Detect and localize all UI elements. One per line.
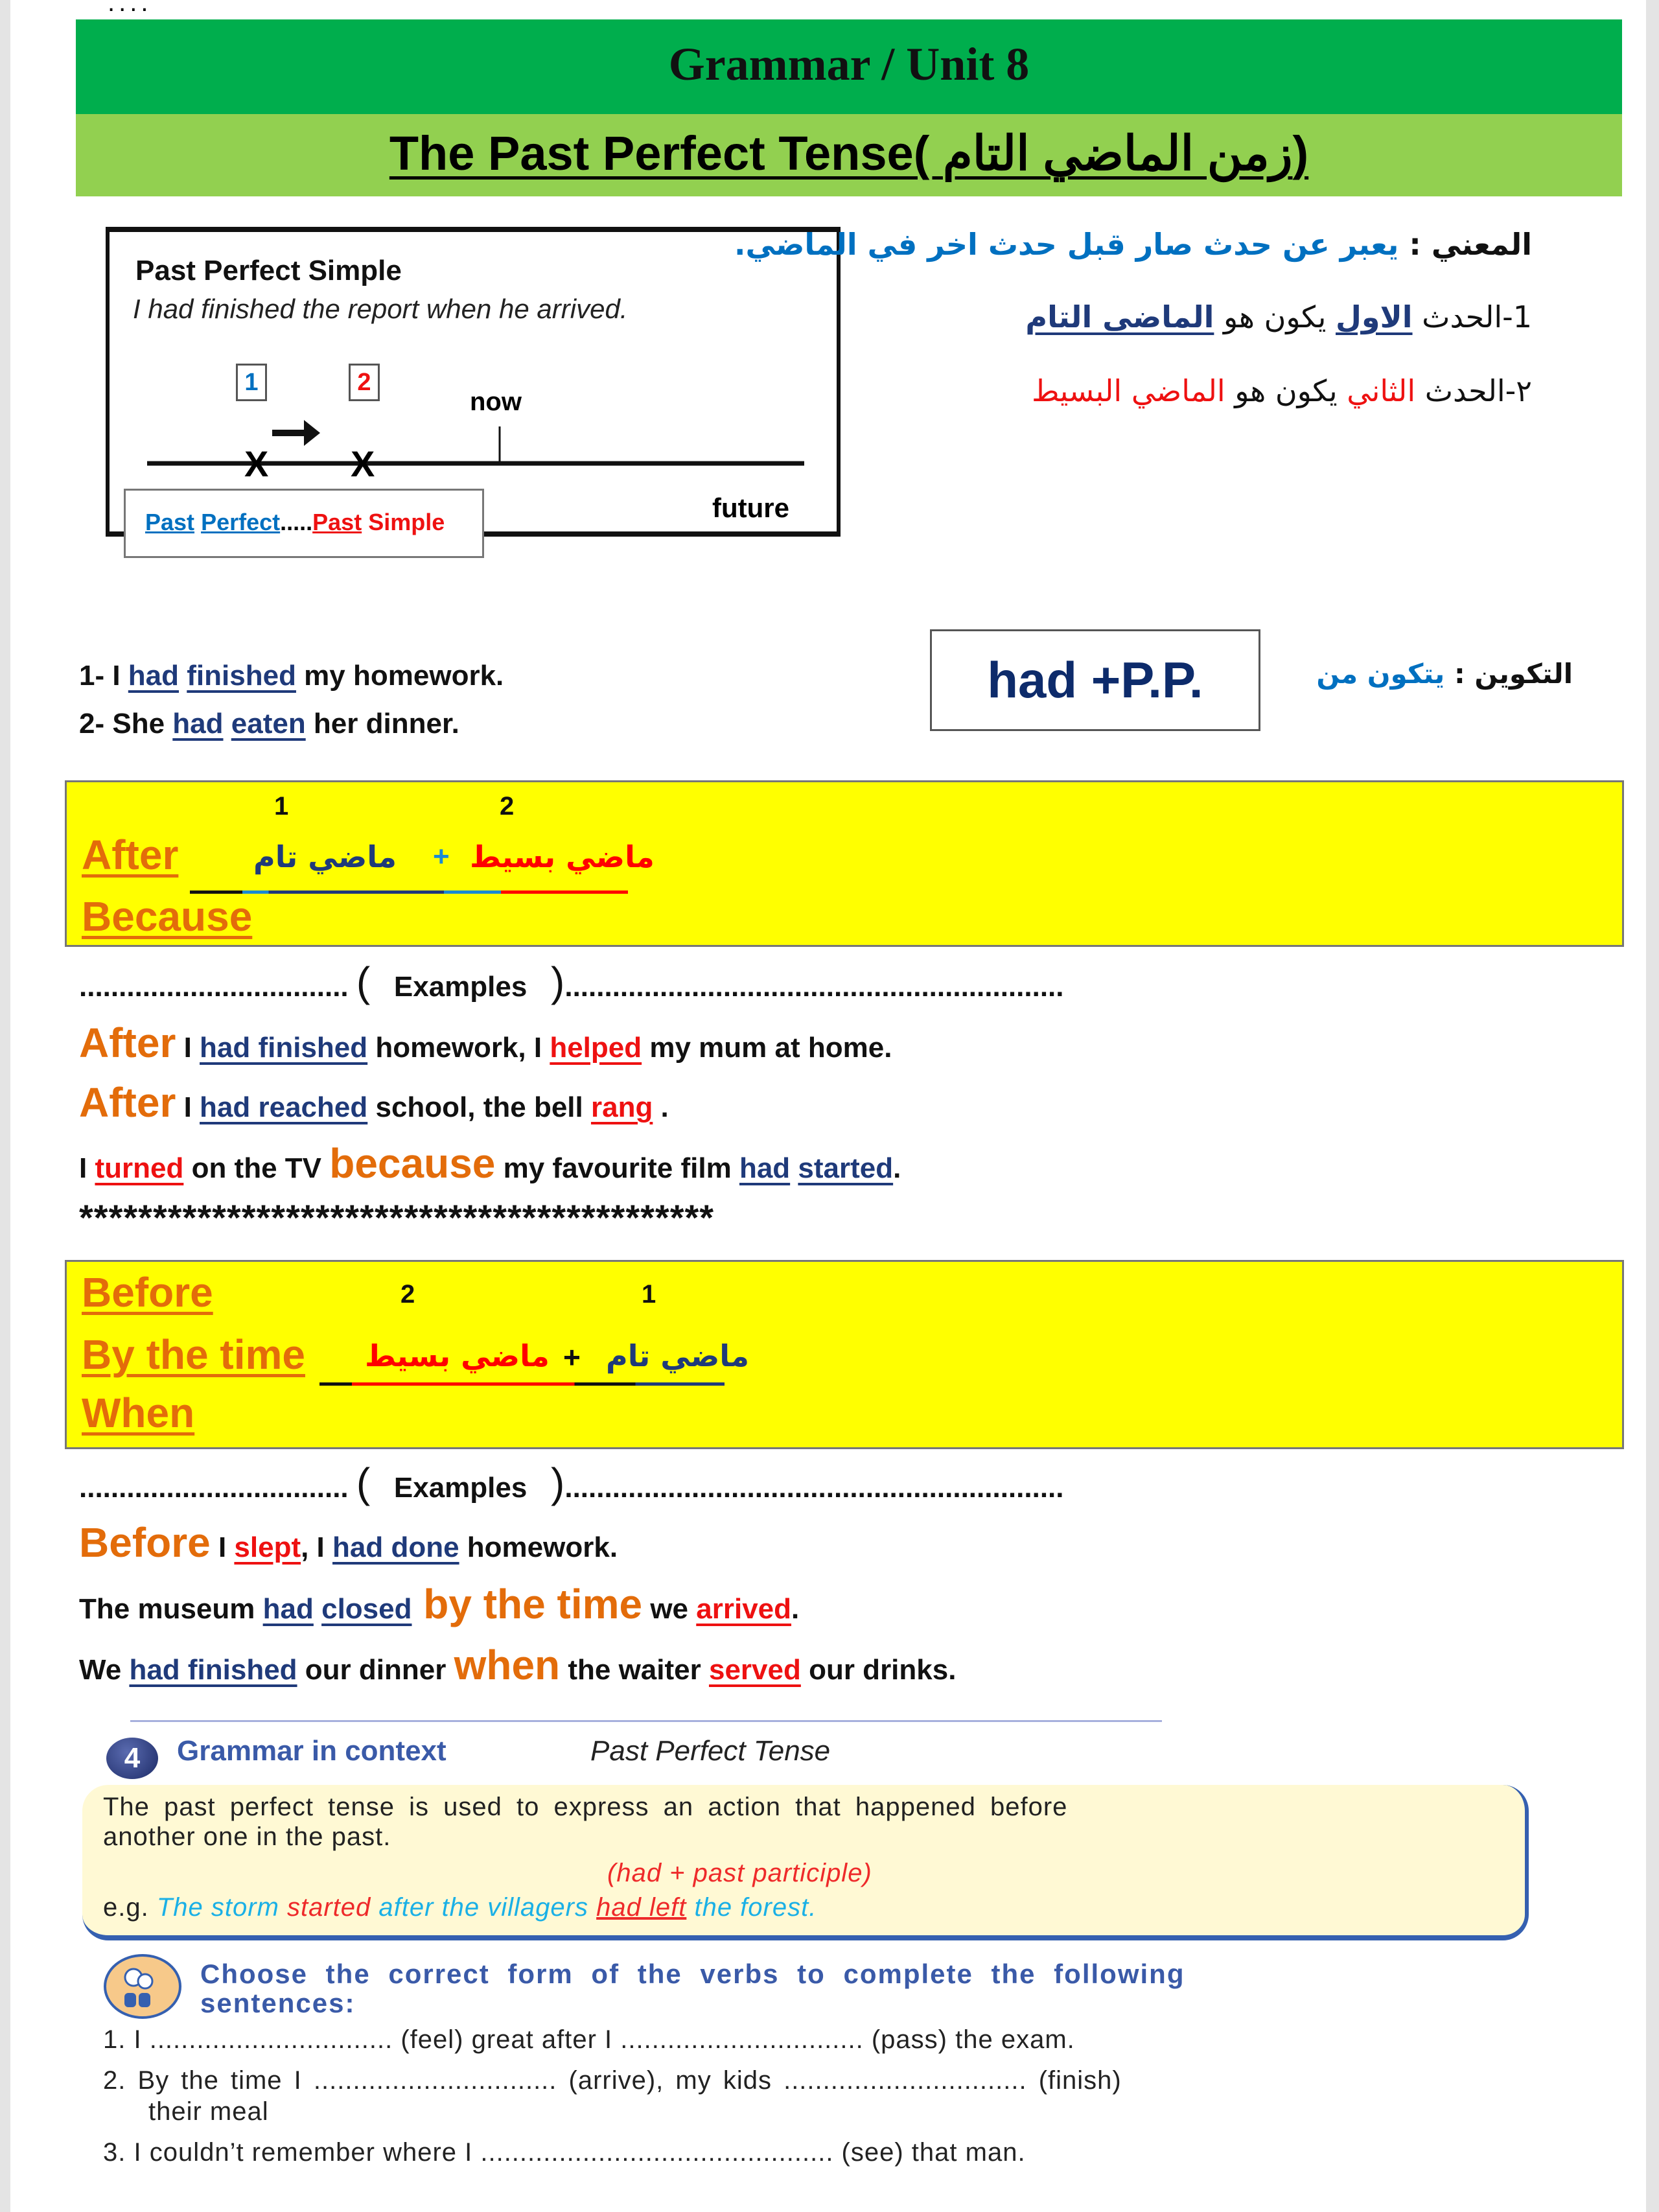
meaning-line	[734, 227, 1532, 262]
keyword-by-the-time: By the time	[82, 1331, 305, 1378]
text-segment: started	[287, 1893, 371, 1922]
exercise-question-1[interactable]: 1. I ............................... (feel) great after I ............................... (pass) the exam.	[103, 2025, 1075, 2054]
text-segment: school, the bell	[367, 1091, 591, 1123]
past-perfect-ar: ماضي تام	[253, 839, 397, 874]
plus-sign: +	[433, 841, 450, 872]
exercise-instruction-2: sentences:	[200, 1988, 356, 2018]
after-example-1	[79, 1019, 892, 1067]
text-segment: had finished	[200, 1032, 368, 1064]
legend-text	[145, 509, 445, 536]
text-segment: I	[176, 1091, 200, 1123]
text-segment: I	[210, 1531, 235, 1563]
text-segment: slept	[234, 1531, 301, 1563]
close-paren: )	[551, 959, 565, 1005]
text-segment: ٢-الحدث	[1415, 373, 1532, 408]
event-number-2: 2	[500, 792, 515, 821]
dots-right: ...............................................................	[564, 971, 1064, 1003]
rule-2	[1032, 373, 1532, 408]
open-paren: (	[356, 959, 371, 1005]
text-segment: had done	[332, 1531, 459, 1563]
divider-line	[130, 1720, 1162, 1722]
context-example	[103, 1893, 817, 1922]
text-segment: had left	[596, 1893, 687, 1922]
formula-box: had +P.P.	[930, 629, 1260, 731]
section-number-badge: 4	[106, 1738, 158, 1779]
text-segment: .	[653, 1091, 669, 1123]
context-line-2: another one in the past.	[103, 1822, 391, 1851]
text-segment: had	[739, 1152, 791, 1184]
legend-past-simple-2: Simple	[368, 509, 445, 535]
rule-1	[1025, 299, 1532, 334]
text-segment: 1-الحدث	[1412, 299, 1532, 334]
eg-label: e.g.	[103, 1893, 157, 1922]
text-segment	[179, 660, 187, 692]
formula-underline	[319, 1382, 725, 1386]
past-simple-ar: ماضي بسيط	[365, 1338, 550, 1373]
text-segment: had	[128, 660, 180, 692]
text-segment: helped	[550, 1032, 642, 1064]
text-segment: After	[79, 1019, 176, 1066]
text-segment: rang	[590, 1091, 653, 1123]
event-2-mark: X	[351, 443, 375, 484]
text-segment	[790, 1152, 798, 1184]
top-dots: ....	[108, 0, 152, 17]
event-1-box: 1	[236, 364, 267, 401]
text-segment: her dinner.	[305, 708, 459, 739]
after-example-3	[79, 1139, 901, 1187]
context-formula: (had + past participle)	[607, 1859, 872, 1887]
event-2-box: 2	[349, 364, 380, 401]
text-segment	[314, 1593, 321, 1625]
legend-perfect: Perfect	[201, 509, 281, 535]
grammar-context-subtitle: Past Perfect Tense	[590, 1735, 831, 1767]
text-segment: my favourite film	[495, 1152, 739, 1184]
examples-label: Examples	[393, 971, 528, 1003]
text-segment: 1- I	[79, 660, 128, 692]
page-title: Grammar / Unit 8	[668, 38, 1030, 90]
text-segment: had	[262, 1593, 314, 1625]
event-number-1: 1	[274, 792, 289, 821]
past-simple-ar: ماضي بسيط	[470, 839, 655, 874]
text-segment: the waiter	[560, 1654, 709, 1686]
future-label: future	[712, 493, 789, 523]
formation-example-1	[79, 660, 504, 692]
text-segment: الثاني	[1347, 373, 1416, 408]
keyword-because: Because	[82, 893, 253, 940]
context-line-1: The past perfect tense is used to express an action that happened before	[103, 1793, 1068, 1821]
text-segment: eaten	[231, 708, 306, 739]
past-perfect-ar: ماضي تام	[606, 1338, 750, 1373]
legend-dots: .....	[280, 509, 313, 535]
text-segment: arrived	[696, 1593, 792, 1625]
text-segment: had	[172, 708, 224, 739]
keyword-before: Before	[82, 1269, 213, 1316]
dots-right: ...............................................................	[564, 1472, 1064, 1504]
exercise-question-3[interactable]: 3. I couldn’t remember where I ............................................. (see) that man.	[103, 2138, 1026, 2167]
examples-header-2	[79, 1459, 1064, 1507]
before-example-1	[79, 1519, 618, 1566]
before-example-3	[79, 1641, 956, 1689]
examples-header-1	[79, 958, 1064, 1006]
text-segment: homework, I	[367, 1032, 550, 1064]
text-segment: by the time	[412, 1581, 643, 1627]
text-segment: The museum	[79, 1593, 263, 1625]
text-segment: After	[79, 1079, 176, 1126]
text-segment: my mum at home.	[642, 1032, 892, 1064]
keyword-when: When	[82, 1390, 195, 1436]
after-example-2	[79, 1078, 669, 1126]
text-segment: closed	[321, 1593, 412, 1625]
worksheet-page	[10, 0, 1646, 2212]
text-segment: our dinner	[297, 1654, 454, 1686]
text-segment: served	[708, 1654, 801, 1686]
text-segment: after the villagers	[371, 1893, 597, 1922]
text-segment: الاول	[1336, 299, 1413, 334]
text-segment	[224, 708, 231, 739]
event-number-1: 1	[642, 1280, 656, 1309]
text-segment: الماضى التام	[1025, 299, 1214, 334]
subtitle-bar	[76, 114, 1622, 196]
text-segment: the forest.	[686, 1893, 817, 1922]
grammar-context-title: Grammar in context	[177, 1735, 447, 1767]
diagram-title: Past Perfect Simple	[135, 255, 402, 286]
now-label: now	[470, 388, 522, 416]
after-because-box	[65, 780, 1624, 947]
text-segment: I	[176, 1032, 200, 1064]
text-segment: يكون هو	[1214, 299, 1336, 334]
exercise-question-2-cont: their meal	[148, 2097, 269, 2126]
text-segment: turned	[95, 1152, 184, 1184]
text-segment: The storm	[156, 1893, 287, 1922]
text-segment: الماضي البسيط	[1031, 373, 1225, 408]
diagram-sentence: I had finished the report when he arrived.	[133, 294, 628, 324]
text-segment: because	[329, 1140, 496, 1187]
tense-legend	[124, 489, 484, 558]
star-divider: *******************************************	[79, 1197, 715, 1238]
text-segment: I	[79, 1152, 95, 1184]
text-segment: my homework.	[296, 660, 504, 692]
text-segment: when	[454, 1642, 561, 1688]
legend-past-simple-1: Past	[312, 509, 362, 535]
text-segment: .	[893, 1152, 901, 1184]
dots-left: ..................................	[79, 1472, 349, 1504]
open-paren: (	[356, 1460, 371, 1506]
legend-past: Past	[145, 509, 195, 535]
formation-text: يتكون من	[1316, 658, 1454, 690]
header-bar	[76, 19, 1622, 114]
text-segment: .	[791, 1593, 800, 1625]
before-bytime-when-box	[65, 1260, 1624, 1449]
text-segment: Before	[79, 1519, 211, 1566]
examples-label: Examples	[393, 1472, 528, 1504]
meaning-text: يعبر عن حدث صار قبل حدث اخر في الماضي.	[734, 227, 1410, 262]
text-segment: had finished	[129, 1654, 297, 1686]
text-segment: يكون هو	[1225, 373, 1347, 408]
keyword-after: After	[82, 832, 179, 878]
eg-sentence	[157, 1893, 817, 1922]
page-subtitle: The Past Perfect Tense( زمن الماضي التام)	[389, 126, 1309, 180]
formation-label-line	[1316, 658, 1573, 690]
exercise-question-2[interactable]: 2. By the time I ............................... (arrive), my kids ............................... (finish)	[103, 2066, 1122, 2095]
text-segment: we	[642, 1593, 697, 1625]
before-example-2	[79, 1580, 799, 1628]
text-segment: finished	[187, 660, 296, 692]
text-segment: homework.	[459, 1531, 618, 1563]
event-number-2: 2	[400, 1280, 415, 1309]
discussion-icon	[102, 1953, 187, 2020]
dots-left: ..................................	[79, 971, 349, 1003]
text-segment: We	[79, 1654, 130, 1686]
formation-example-2	[79, 708, 459, 740]
close-paren: )	[551, 1460, 565, 1506]
meaning-label: المعني :	[1409, 227, 1532, 262]
event-1-mark: X	[244, 443, 269, 484]
text-segment: had reached	[200, 1091, 368, 1123]
arrow-icon	[272, 420, 320, 446]
plus-sign: +	[563, 1340, 581, 1374]
text-segment: started	[798, 1152, 894, 1184]
text-segment: our drinks.	[800, 1654, 957, 1686]
text-segment: 2- She	[79, 708, 173, 739]
text-segment: , I	[301, 1531, 333, 1563]
formation-label: التكوين :	[1454, 658, 1573, 690]
grammar-context-box	[82, 1785, 1529, 1940]
exercise-instruction-1: Choose the correct form of the verbs to complete the following	[200, 1959, 1185, 1989]
formula-underline	[190, 891, 628, 894]
text-segment: on the TV	[183, 1152, 330, 1184]
